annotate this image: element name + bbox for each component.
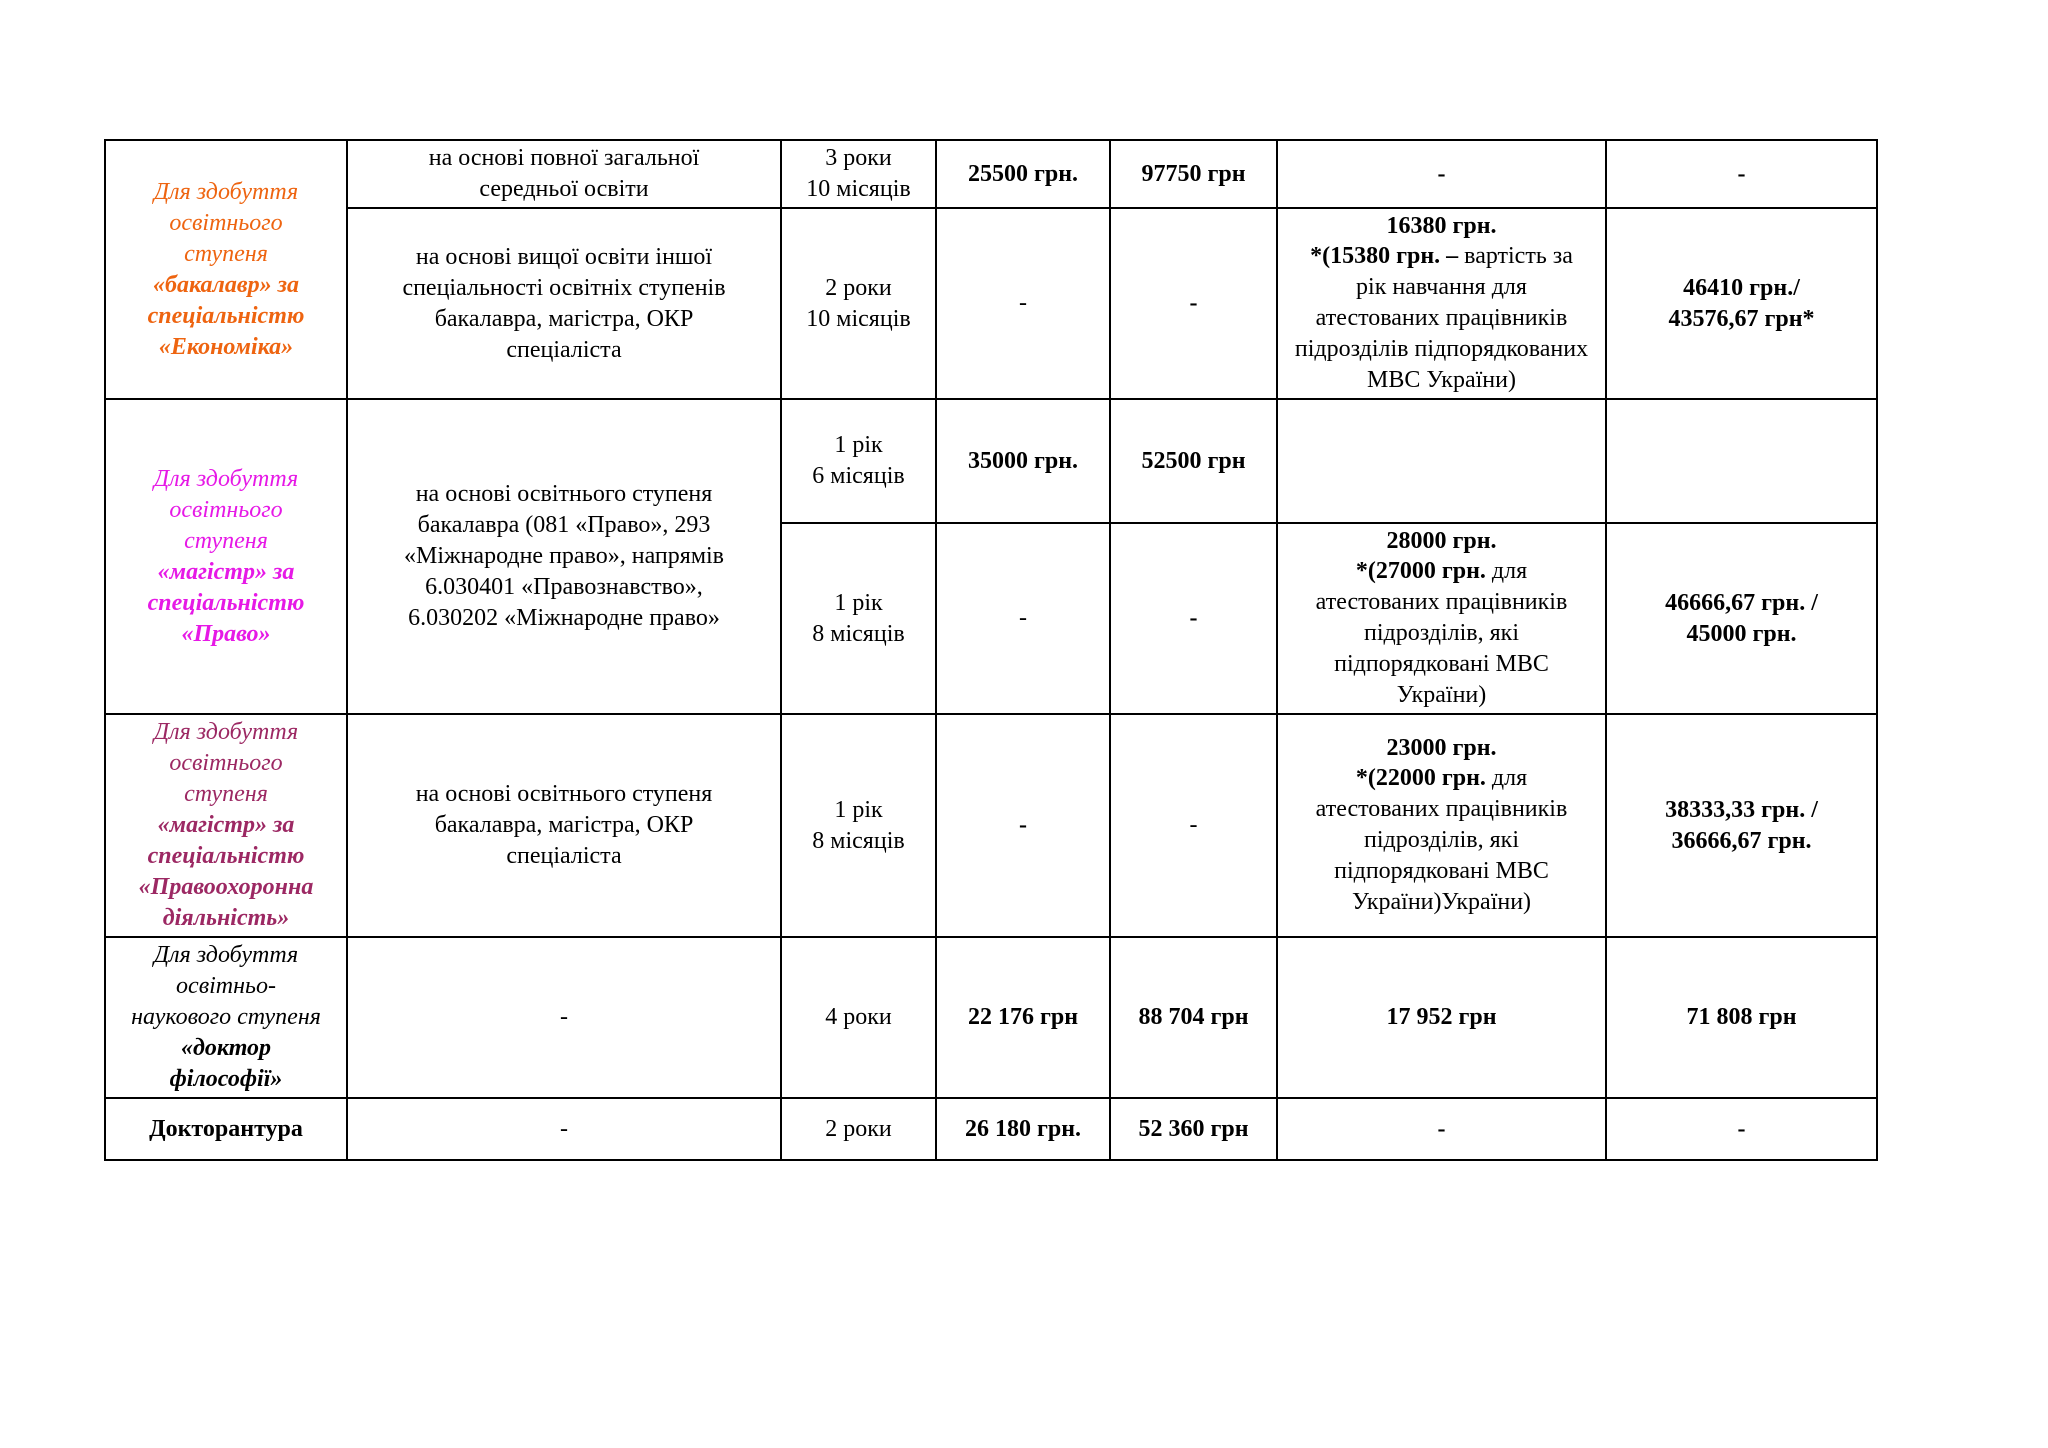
fee-note-cell [1277,523,1606,714]
duration-cell: 2 роки [781,1098,936,1160]
basis-text: на основі повної загальної [428,145,700,171]
duration-cell [781,714,936,937]
fee-note-text: атестованих працівників [1315,305,1568,331]
fee-note-cell [1277,208,1606,399]
table-row [105,399,1877,523]
fee-cell: 97750 грн [1110,140,1277,208]
fee-cell: - [1110,523,1277,714]
fee-cell: 71 808 грн [1606,937,1877,1098]
duration-cell [781,399,936,523]
basis-cell: - [347,937,781,1098]
duration-text: 6 місяців [812,463,905,489]
category-text: Для здобуття [153,719,299,745]
category-text: Для здобуття [153,178,299,205]
basis-text: 6.030202 «Міжнародне право» [408,605,720,631]
fee-note-text: рік навчання для [1356,274,1527,300]
fee-note-text: для [1485,558,1528,584]
category-text: Для здобуття [153,465,299,492]
basis-cell [347,399,781,714]
duration-cell [781,208,936,399]
fee-total-text: 36666,67 грн. [1671,827,1812,854]
fee-total-cell [1606,523,1877,714]
fee-cell: - [1606,140,1877,208]
degree-text: діяльність» [162,905,290,931]
fee-cell: 35000 грн. [936,399,1110,523]
duration-text: 10 місяців [806,176,911,202]
fee-note-text: підрозділів, які [1364,827,1519,853]
empty-cell [1277,399,1606,523]
degree-text: «бакалавр» за [153,271,299,298]
fee-discount: *(27000 грн. [1355,558,1486,584]
fee-cell: 22 176 грн [936,937,1110,1098]
fee-total-text: 38333,33 грн. / [1665,796,1818,823]
category-text: освітньо- [176,973,276,999]
duration-text: 2 роки [825,274,892,301]
degree-text: спеціальністю [147,589,305,616]
fee-cell: - [1110,714,1277,937]
category-text: наукового ступеня [131,1004,321,1030]
basis-text: бакалавра, магістра, ОКР [434,305,694,332]
category-text: ступеня [184,527,268,554]
category-cell-doctorate: Докторантура [105,1098,347,1160]
degree-text: «Право» [181,620,271,647]
basis-cell [347,140,781,208]
category-text: освітнього [169,496,283,523]
basis-text: «Міжнародне право», напрямів [403,543,724,569]
degree-text: філософії» [169,1066,283,1092]
fee-cell: - [936,523,1110,714]
degree-text: «доктор [180,1035,272,1061]
fee-note-cell [1277,714,1606,937]
basis-text: спеціаліста [506,843,622,869]
category-cell-master-law-enforcement [105,714,347,937]
fee-note-text: атестованих працівників [1315,589,1568,615]
category-text: освітнього [169,750,283,776]
fee-main: 28000 грн. [1386,528,1497,554]
degree-text: «Економіка» [158,333,294,360]
duration-cell: 4 роки [781,937,936,1098]
fee-note-text: України)України) [1351,889,1532,915]
fee-total-text: 43576,67 грн* [1668,305,1815,332]
fee-cell: - [1110,208,1277,399]
basis-text: на основі освітнього ступеня [415,781,713,807]
duration-text: 1 рік [834,796,883,823]
basis-cell [347,208,781,399]
basis-text: на основі освітнього ступеня [415,481,713,507]
fee-cell: 88 704 грн [1110,937,1277,1098]
fee-cell: - [936,208,1110,399]
fee-total-text: 45000 грн. [1686,620,1797,647]
degree-text: спеціальністю [147,302,305,329]
duration-text: 8 місяців [812,620,905,647]
duration-text: 10 місяців [806,305,911,332]
fee-note-text: України) [1396,682,1487,708]
fee-discount: *(15380 грн. – [1310,243,1459,269]
fee-discount: *(22000 грн. [1355,765,1486,791]
table-row [105,140,1877,208]
table-row [105,714,1877,937]
fee-note-text: МВС України) [1367,367,1516,393]
category-text: ступеня [184,240,268,267]
fee-cell: 25500 грн. [936,140,1110,208]
category-text: Для здобуття [153,942,299,968]
basis-text: спеціальності освітніх ступенів [402,274,726,301]
category-cell-master-law [105,399,347,714]
table-row [105,1098,1877,1160]
duration-text: 1 рік [834,589,883,616]
basis-text: на основі вищої освіти іншої [415,243,713,270]
fee-cell: 52500 грн [1110,399,1277,523]
category-cell-phd [105,937,347,1098]
fee-note-text: атестованих працівників [1315,796,1568,822]
fee-note-text: підпорядковані МВС [1334,858,1549,884]
fee-note-text: підрозділів підпорядкованих [1294,336,1589,362]
degree-text: «магістр» за [157,558,295,585]
tuition-fees-table [104,139,1878,1161]
basis-cell [347,714,781,937]
basis-text: спеціаліста [506,336,622,363]
basis-text: 6.030401 «Правознавство», [425,574,703,600]
degree-text: спеціальністю [147,843,305,869]
fee-note-text: для [1485,765,1528,791]
fee-cell: 26 180 грн. [936,1098,1110,1160]
table-row [105,208,1877,399]
category-text: ступеня [184,781,268,807]
duration-cell [781,523,936,714]
fee-cell: - [1277,1098,1606,1160]
table-row [105,937,1877,1098]
fee-note-text: підпорядковані МВС [1334,651,1549,677]
fee-cell: - [1277,140,1606,208]
duration-text: 8 місяців [812,827,905,854]
fee-total-cell [1606,714,1877,937]
basis-text: середньої освіти [479,176,649,202]
fee-note-text: вартість за [1458,243,1573,269]
fee-main: 23000 грн. [1386,735,1497,761]
fee-total-cell [1606,208,1877,399]
duration-cell [781,140,936,208]
fee-total-text: 46666,67 грн. / [1665,589,1818,616]
category-text: освітнього [169,209,283,236]
basis-text: бакалавра, магістра, ОКР [434,812,694,838]
fee-note-text: підрозділів, які [1364,620,1519,646]
degree-text: «Правоохоронна [138,874,314,900]
basis-text: бакалавра (081 «Право», 293 [417,512,711,538]
duration-text: 3 роки [825,145,892,171]
empty-cell [1606,399,1877,523]
fee-cell: - [1606,1098,1877,1160]
degree-text: «магістр» за [157,812,295,838]
basis-cell: - [347,1098,781,1160]
duration-text: 1 рік [834,432,883,458]
fee-cell: 17 952 грн [1277,937,1606,1098]
fee-cell: 52 360 грн [1110,1098,1277,1160]
fee-main: 16380 грн. [1386,213,1497,239]
category-cell-bachelor-economics [105,140,347,399]
fee-cell: - [936,714,1110,937]
fee-total-text: 46410 грн./ [1683,274,1800,301]
